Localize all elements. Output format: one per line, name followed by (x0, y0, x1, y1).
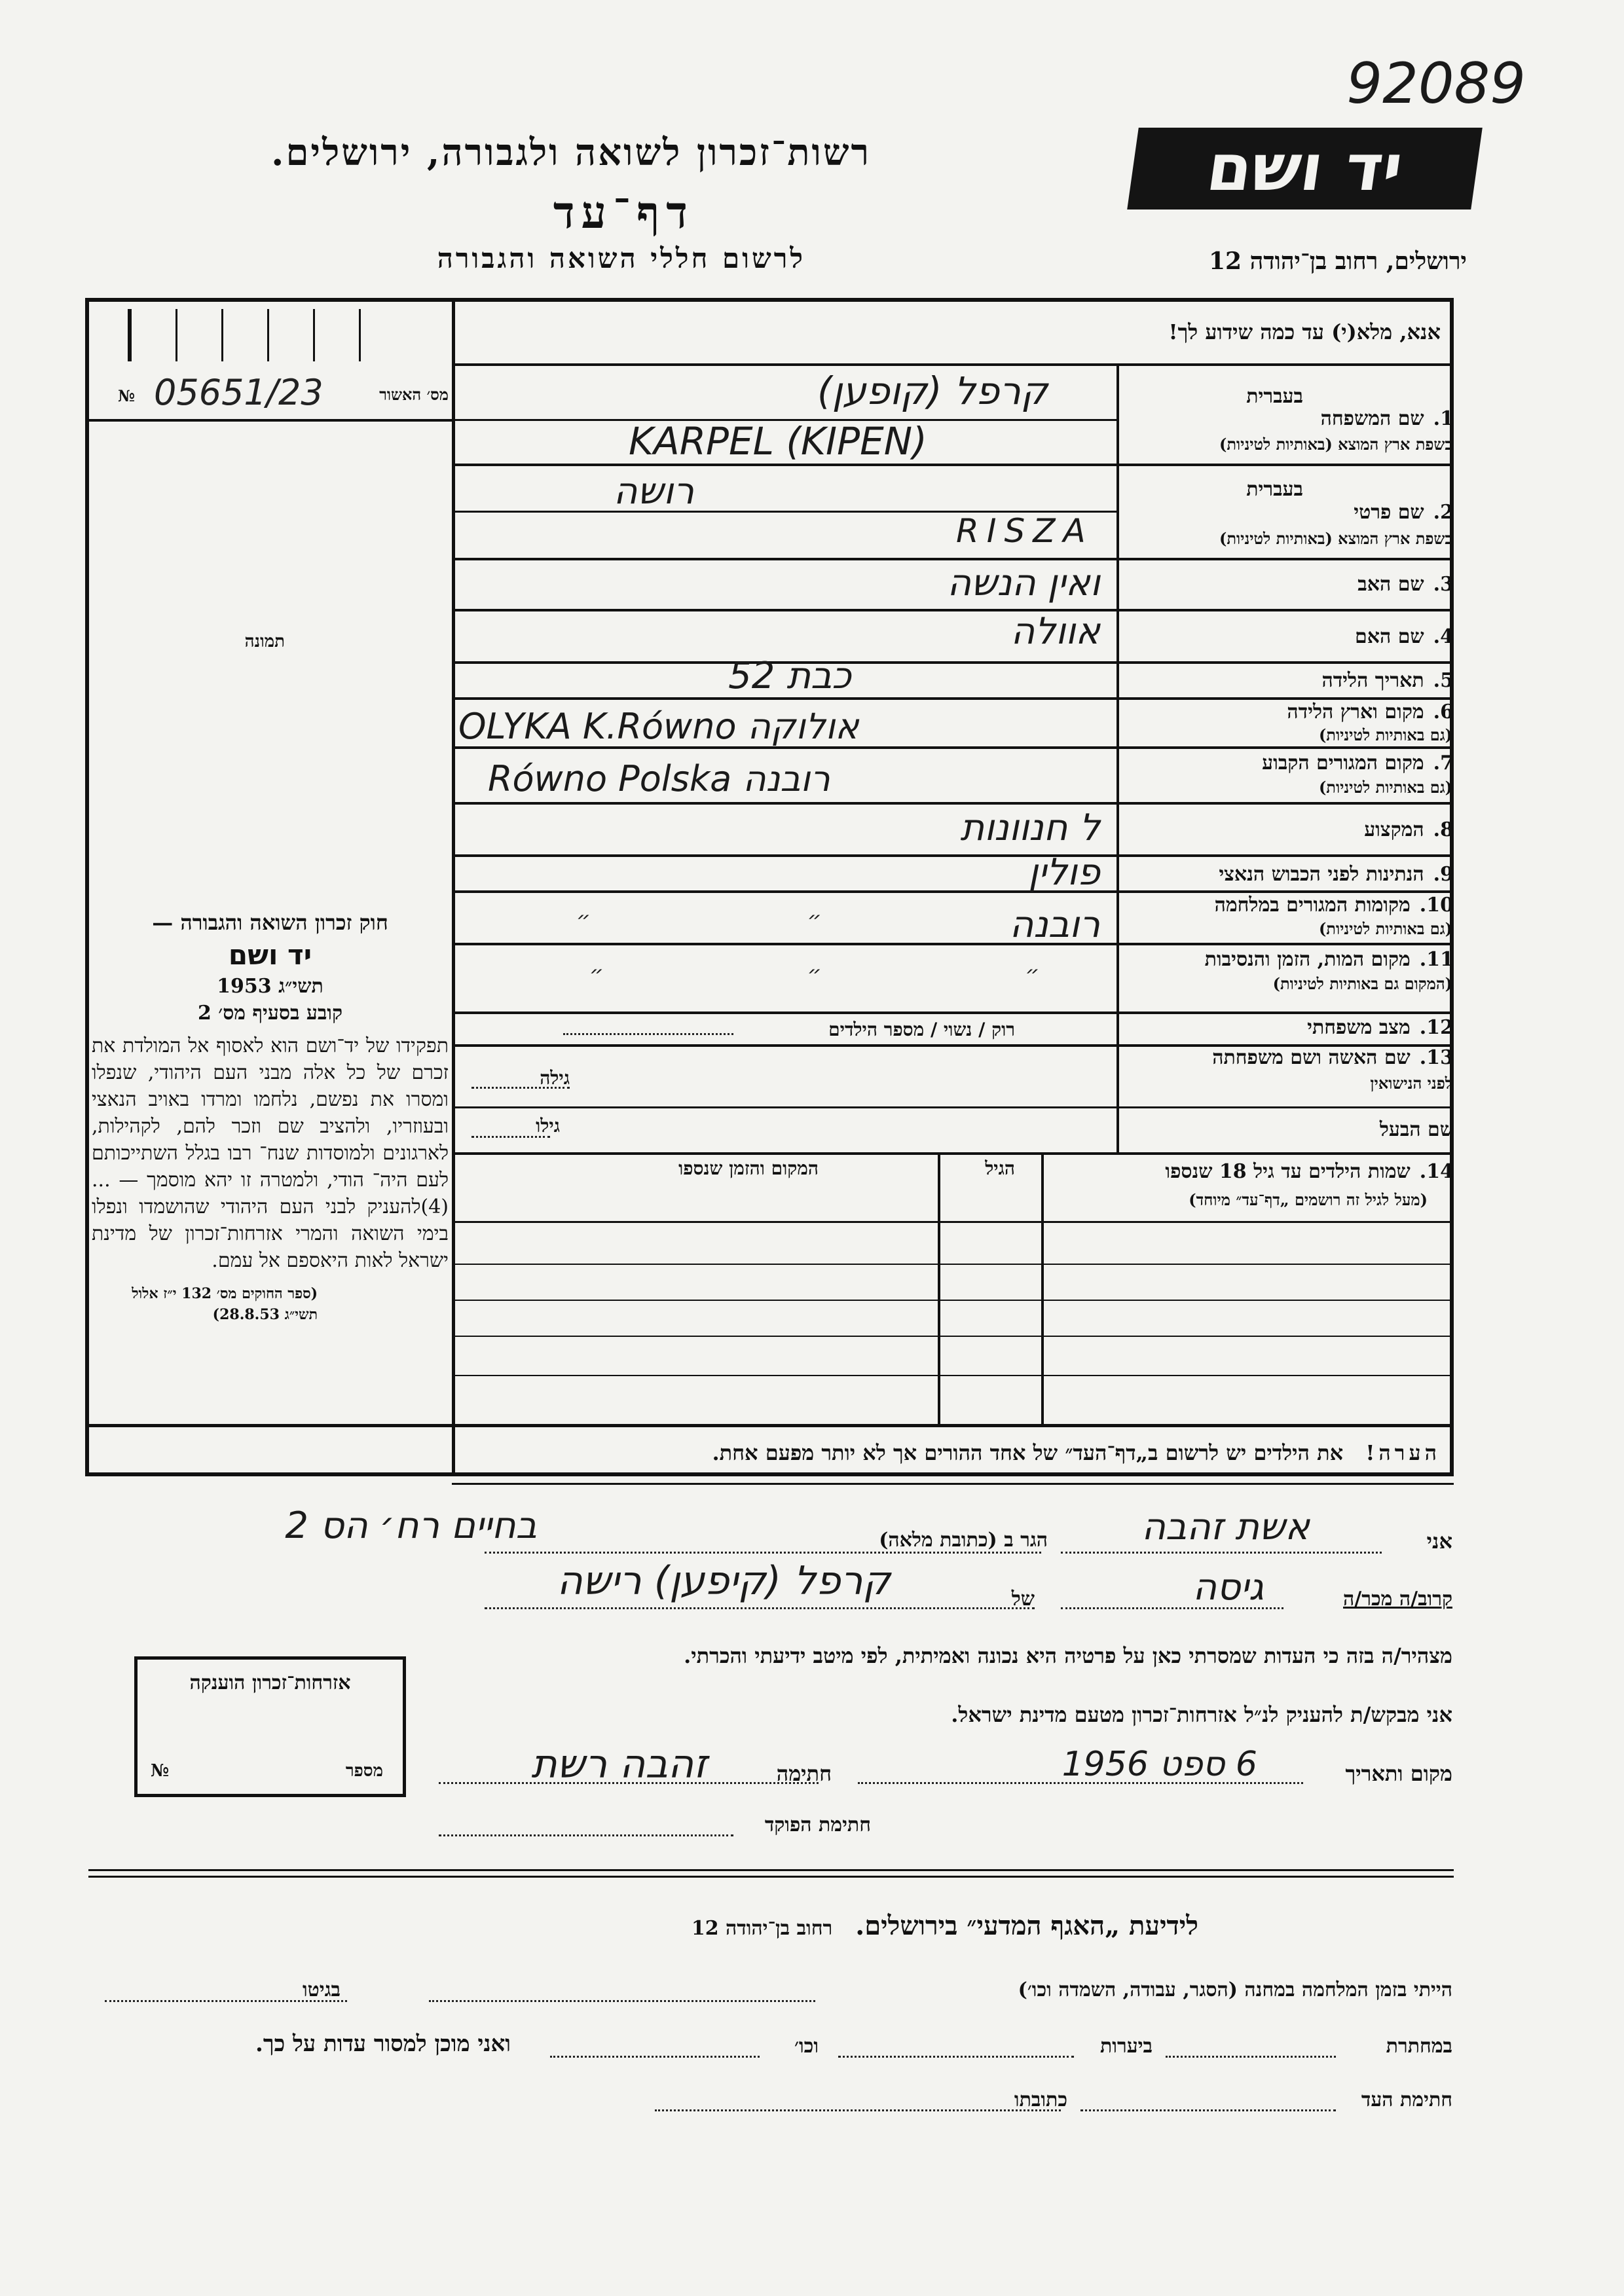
law-source: (ספר החוקים מס׳ 132 י״ז אלול תשי״ג 28.8.53) (132, 1285, 318, 1323)
footer-line2-b: ביערות (1099, 2035, 1153, 2058)
field-7-label: 7.מקום המגורים הקבוע (1262, 752, 1454, 774)
note-label: הערה! (1365, 1440, 1441, 1465)
decl-relative-value: גיסה (1192, 1566, 1264, 1609)
field-11-sub: (המקום גם באותיות לטיניות) (1272, 974, 1452, 993)
footer-line1-b: בגיטו (302, 1978, 341, 2001)
law-name: יד ושם (228, 939, 312, 971)
children-col-place: המקום והזמן שנספו (678, 1157, 819, 1179)
citizenship-box (134, 1656, 406, 1797)
decl-request: אני מבקש/ת להעניק לנ״ל אזרחות־זכרון מטעם מדינת ישראל. (951, 1702, 1452, 1727)
field-1-sub: בשפת ארץ המוצא (באותיות לטיניות) (1219, 435, 1452, 454)
approval-number: 05651/23 (154, 372, 323, 413)
field-6-label: 6.מקום וארץ הלידה (1287, 701, 1454, 723)
decl-place-date: מקום ותאריך (1345, 1761, 1452, 1786)
decl-i: אני (1426, 1529, 1452, 1554)
field-6-sub: (גם באותיות לטיניות) (1318, 725, 1452, 744)
husband-label: שם הבעל (1379, 1118, 1454, 1141)
field-9-label: 9.הנתינות לפני הכבוש הנאצי (1219, 863, 1454, 886)
field-1-label: 1.שם המשפחה (1320, 407, 1454, 430)
decl-signature-label: חתימה (776, 1761, 832, 1786)
approval-no: № (118, 386, 136, 405)
field-4-value: אוולה (1010, 610, 1100, 653)
decl-officer-label: חתימת הפוקד (764, 1813, 871, 1836)
decl-statement: מצהיר/ה בזה כי העדות שמסרתי כאן על פרטיה היא נכונה ואמיתית, לפי מיטב ידיעתי והכרתי. (684, 1643, 1452, 1668)
law-block (92, 910, 449, 1325)
field-10-value: רובנה (1009, 903, 1100, 946)
form-subtitle: לרשום חללי השואה והגבורה (437, 242, 805, 274)
law-title: חוק זכרון השואה והגבורה — (152, 910, 388, 935)
decl-address-value: בחיים רח׳ הס 2 (285, 1504, 537, 1547)
field-6-value: OLYKA K.Równo אולוקה (458, 706, 859, 747)
citizenship-number: מספר (345, 1761, 383, 1781)
footer-line1-a: הייתי בזמן המלחמה במחנה (הסגר, עבודה, השמדה וכו׳) (1018, 1978, 1452, 2001)
field-13-sub: לפני הנישואין (1370, 1074, 1452, 1093)
field-7-value: Równo Polska רובנה (488, 758, 830, 799)
field-12-label: 12.מצב משפחתי (1307, 1016, 1454, 1039)
logo-text: יד ושם (1202, 131, 1407, 206)
archive-number: 92089 (1346, 51, 1526, 117)
field-11-label: 11.מקום המות, הזמן והנסיבות (1204, 948, 1454, 971)
field-3-value: ואין הנשה (947, 562, 1100, 604)
footer-title: לידיעת „האגף המדעי״ בירושלים. (855, 1910, 1198, 1941)
law-year: תשי״ג 1953 (217, 975, 323, 998)
approval-boxes (88, 302, 451, 368)
field-2-hebrew-tag: בעברית (1246, 478, 1303, 501)
field-1-value-hebrew: קרפל (קופען) (817, 369, 1048, 413)
footer-line2-d: ואני מוכן למסור עדות על כך. (255, 2031, 511, 2057)
field-10-sub: (גם באותיות לטיניות) (1318, 919, 1452, 938)
footer-title-row (692, 1910, 1198, 1941)
footer-line2-c: וכו׳ (794, 2035, 819, 2058)
footer-line3-a: חתימת העד (1361, 2088, 1452, 2111)
ditto-marks-10: ״ ״ (576, 907, 822, 933)
field-1-value-latin: KARPEL (KIPEN) (629, 419, 927, 464)
field-2-sub: בשפת ארץ המוצא (באותיות לטיניות) (1219, 529, 1452, 548)
field-5-value: כבת 52 (728, 655, 851, 697)
footer-line2-a: במחתרת (1386, 2035, 1452, 2058)
header-address: ירושלים, רחוב בן־יהודה 12 (1208, 247, 1467, 275)
field-9-value: פולין (1028, 851, 1100, 894)
note-text: את הילדים יש לרשום ב„דף־העד״ של אחד ההורים אך לא יותר מפעם אחת. (712, 1440, 1344, 1465)
footer-address: רחוב בן־יהודה 12 (691, 1917, 833, 1940)
authority-name: רשות־זכרון לשואה ולגבורה, ירושלים. (270, 131, 871, 174)
approval-label: מס׳ האשור (379, 385, 449, 404)
footer-line3-b: כתובתו (1014, 2088, 1067, 2111)
decl-resides: הגר ב (כתובת מלאה) (879, 1529, 1048, 1552)
field-2-value-latin: RISZA (956, 512, 1094, 550)
field-4-label: 4.שם האם (1355, 625, 1454, 648)
field-10-label: 10.מקומות המגורים במלחמה (1214, 894, 1454, 917)
field-5-label: 5.תאריך הלידה (1321, 669, 1454, 692)
ditto-marks-11: ״ ״ ״ (589, 961, 1040, 987)
decl-signature-value: זהבה רשת (531, 1741, 707, 1787)
form-title: דף־עד (553, 187, 694, 239)
law-clause: קובע בסעיף מס׳ 2 (197, 1002, 343, 1025)
photo-label: תמונה (244, 632, 285, 651)
field-2-value-hebrew: רושה (613, 470, 694, 513)
field-2-label: 2.שם פרטי (1354, 501, 1454, 524)
decl-date-value: 6 ספט 1956 (1061, 1745, 1257, 1784)
field-12-options: רוק / נשוי / מספר הילדים (828, 1019, 1015, 1040)
law-text: תפקידו של יד־ושם הוא לאסוף אל המולדת את זכרם של כל אלה מבני העם היהודי, שנפלו ומסרו את נפשם, נלחמו ומרדו באויב הנאצי ובעוזריו, ולהציב שם וזכר להם, לקהילות, לארגונים ולמוסדות שנח־ רבו בגלל השתייכותם לעם היה־ הודי, ולמטרה זו יהא מוסמך — ...(4)להעניק לבני העם היהודי שהושמדו ונפלו בימי השואה והמרי אזרחות־זכרון של מדינת ישראל לאות היאספם אל עמם. (92, 1034, 449, 1272)
decl-of-value: קרפל (קיפען) רישה (557, 1558, 891, 1604)
field-8-value: ל חנוונות (960, 807, 1100, 849)
field-13-age-label: גילה (540, 1067, 570, 1089)
decl-name-value: אשת זהבה (1141, 1506, 1310, 1548)
citizenship-title: אזרחות־זכרון הוענקה (189, 1671, 351, 1694)
field-1-hebrew-tag: בעברית (1246, 385, 1303, 408)
children-label: 14.שמות הילדים עד גיל 18 שנספו (1165, 1160, 1454, 1183)
field-7-sub: (גם באותיות לטיניות) (1318, 778, 1452, 797)
field-3-label: 3.שם האב (1357, 573, 1454, 596)
intro-text: אנא, מלא(י) עד כמה שידוע לך! (1168, 319, 1441, 344)
field-8-label: 8.המקצוע (1364, 818, 1454, 841)
note-row (712, 1440, 1441, 1465)
citizenship-no: № (151, 1761, 170, 1781)
decl-relative: קרוב/ה מכר/ה (1343, 1588, 1452, 1611)
husband-age-label: גילו (536, 1115, 560, 1137)
children-col-age: הגיל (985, 1157, 1015, 1179)
yad-vashem-logo (1127, 128, 1483, 210)
decl-of: של (1011, 1588, 1035, 1611)
field-13-label: 13.שם האשה ושם משפחתה (1212, 1046, 1454, 1069)
children-sub: (מעל לגיל זה רושמים „דף־עד״ מיוחד) (1189, 1190, 1428, 1209)
